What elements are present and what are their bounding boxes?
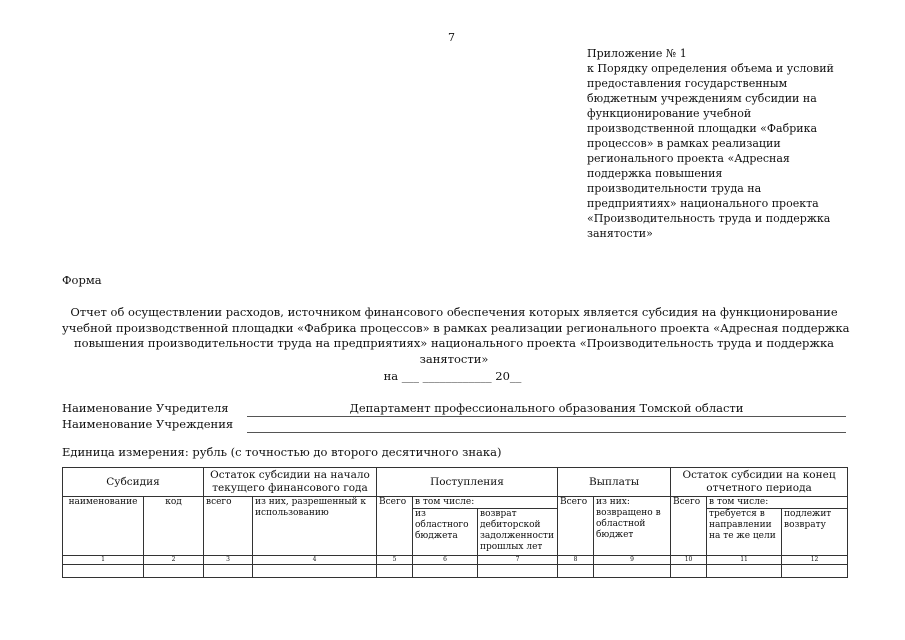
report-table — [62, 467, 848, 578]
header-payments-of-which — [594, 497, 671, 556]
page-number: 7 — [448, 31, 455, 44]
column-number: 9 — [594, 556, 671, 565]
header-subject-to-return: подлежит возврату — [782, 509, 848, 556]
header-closing-total: Всего — [671, 497, 707, 556]
table-cell — [707, 565, 782, 578]
header-receipts: Поступления — [377, 468, 558, 497]
header-receipts-including: в том числе: — [413, 497, 558, 509]
table-group-header-row — [63, 468, 848, 497]
appendix-line: поддержка повышения — [587, 167, 723, 180]
header-payments-of-which-label: из них: — [596, 497, 630, 507]
header-receivables-return: возврат дебиторской задолженности прошлых лет — [478, 509, 558, 556]
appendix-line: занятости» — [587, 227, 653, 240]
header-opening-allowed: из них, разрешенный к использованию — [253, 497, 377, 556]
report-title-line: занятости» — [419, 351, 489, 366]
table-cell — [594, 565, 671, 578]
report-title-line: учебной производственной площадки «Фабрика процессов» в рамках реализации регионального проекта «Адресная поддержка — [62, 320, 850, 335]
column-number-row — [63, 556, 848, 565]
column-number: 7 — [478, 556, 558, 565]
column-number: 8 — [558, 556, 594, 565]
appendix-line: производительности труда на — [587, 182, 762, 195]
table-cell — [63, 565, 144, 578]
report-title-line: Отчет об осуществлении расходов, источником финансового обеспечения которых является субсидия на функционирование — [70, 305, 838, 319]
table-row — [63, 565, 848, 578]
table-cell — [413, 565, 478, 578]
founder-row — [62, 401, 846, 417]
header-name: наименование — [63, 497, 144, 556]
appendix-line: производственной площадки «Фабрика — [587, 122, 818, 135]
column-number: 11 — [707, 556, 782, 565]
institution-label: Наименование Учреждения — [62, 417, 234, 431]
column-number: 6 — [413, 556, 478, 565]
appendix-header — [587, 46, 847, 241]
unit-of-measure: Единица измерения: рубль (с точностью до второго десятичного знака) — [62, 445, 502, 459]
report-date-line: на ___ ____________ 20__ — [383, 369, 522, 383]
header-payments: Выплаты — [558, 468, 671, 497]
institution-value — [247, 417, 846, 433]
founder-label: Наименование Учредителя — [62, 401, 229, 415]
header-code: код — [144, 497, 204, 556]
column-number: 10 — [671, 556, 707, 565]
report-title-line: повышения производительности труда на предприятиях» национального проекта «Производительность труда и поддержка — [73, 336, 835, 351]
table-cell — [558, 565, 594, 578]
table-cell — [253, 565, 377, 578]
header-required-same-purpose: требуется в направлении на те же цели — [707, 509, 782, 556]
table-cell — [478, 565, 558, 578]
header-payments-total: Всего — [558, 497, 594, 556]
table-cell — [144, 565, 204, 578]
header-opening-balance: Остаток субсидии на начало текущего финансового года — [204, 468, 377, 497]
appendix-line: бюджетным учреждениям субсидии на — [587, 92, 817, 105]
appendix-line: предприятиях» национального проекта — [587, 197, 819, 210]
column-number: 12 — [782, 556, 848, 565]
founder-value: Департамент профессионального образования Томской области — [247, 401, 846, 417]
header-subsidy: Субсидия — [63, 468, 204, 497]
header-receipts-total: Всего — [377, 497, 413, 556]
appendix-line: Приложение № 1 — [587, 47, 687, 60]
report-title — [62, 305, 850, 367]
header-opening-total: всего — [204, 497, 253, 556]
column-number: 2 — [144, 556, 204, 565]
header-from-regional-budget: из областного бюджета — [413, 509, 478, 556]
column-number: 1 — [63, 556, 144, 565]
table-cell — [377, 565, 413, 578]
form-label: Форма — [62, 273, 102, 287]
header-closing-balance: Остаток субсидии на конец отчетного периода — [671, 468, 848, 497]
appendix-line: регионального проекта «Адресная — [587, 152, 790, 165]
appendix-line: «Производительность труда и поддержка — [587, 212, 831, 225]
table-cell — [782, 565, 848, 578]
table-cell — [204, 565, 253, 578]
table-subheader-row — [63, 497, 848, 509]
header-closing-including: в том числе: — [707, 497, 848, 509]
institution-row — [62, 417, 846, 433]
column-number: 4 — [253, 556, 377, 565]
header-returned-regional: возвращено в областной бюджет — [596, 508, 661, 540]
column-number: 5 — [377, 556, 413, 565]
table-cell — [671, 565, 707, 578]
appendix-line: к Порядку определения объема и условий — [587, 62, 834, 75]
appendix-line: функционирование учебной — [587, 107, 752, 120]
column-number: 3 — [204, 556, 253, 565]
appendix-line: предоставления государственным — [587, 77, 788, 90]
appendix-line: процессов» в рамках реализации — [587, 137, 781, 150]
